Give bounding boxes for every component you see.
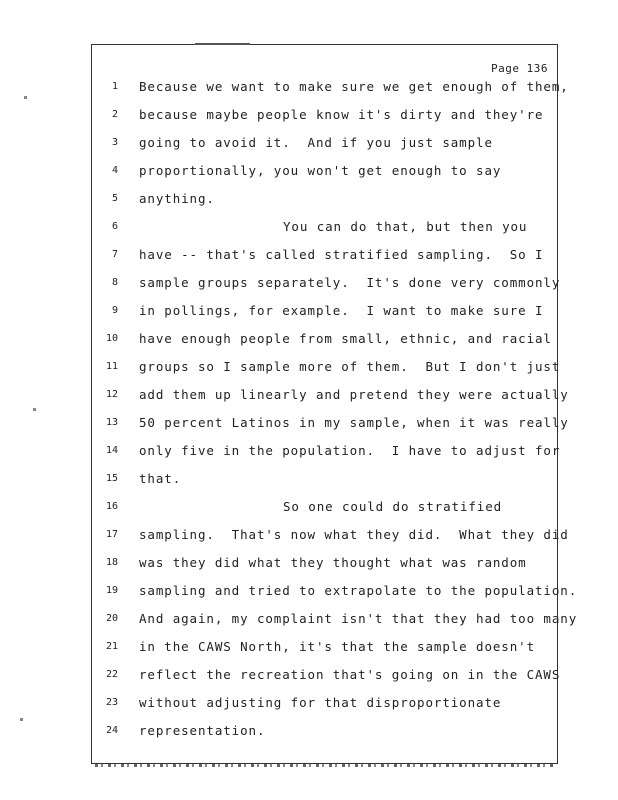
transcript-line <box>0 273 618 293</box>
scan-footer-noise <box>95 764 555 767</box>
line-text: Because we want to make sure we get enough of them, <box>139 79 569 94</box>
transcript-line <box>0 609 618 629</box>
line-text: sample groups separately. It's done very commonly <box>139 275 561 290</box>
transcript-line <box>0 133 618 153</box>
transcript-line <box>0 301 618 321</box>
transcript-line <box>0 385 618 405</box>
transcript-line <box>0 581 618 601</box>
line-text: 50 percent Latinos in my sample, when it was really <box>139 415 569 430</box>
line-text: And again, my complaint isn't that they had too many <box>139 611 578 626</box>
line-number: 10 <box>105 333 118 344</box>
transcript-line <box>0 161 618 181</box>
line-text: add them up linearly and pretend they were actually <box>139 387 569 402</box>
transcript-line <box>0 329 618 349</box>
line-number: 11 <box>105 361 118 372</box>
line-number: 1 <box>111 81 118 92</box>
line-number: 2 <box>111 109 118 120</box>
transcript-line <box>0 721 618 741</box>
line-number: 9 <box>111 305 118 316</box>
line-number: 7 <box>111 249 118 260</box>
transcript-line <box>0 357 618 377</box>
page-number: Page 136 <box>491 62 548 75</box>
transcript-line <box>0 441 618 461</box>
line-text: anything. <box>139 191 215 206</box>
line-number: 19 <box>105 585 118 596</box>
transcript-line <box>0 217 618 237</box>
line-text: have enough people from small, ethnic, and racial <box>139 331 552 346</box>
line-text: only five in the population. I have to adjust for <box>139 443 561 458</box>
transcript-line <box>0 105 618 125</box>
line-text: that. <box>139 471 182 486</box>
transcript-line <box>0 637 618 657</box>
transcript-line <box>0 693 618 713</box>
line-text: proportionally, you won't get enough to say <box>139 163 502 178</box>
transcript-line <box>0 245 618 265</box>
line-number: 5 <box>111 193 118 204</box>
line-text: So one could do stratified <box>283 499 503 514</box>
line-number: 21 <box>105 641 118 652</box>
line-text: reflect the recreation that's going on in the CAWS <box>139 667 561 682</box>
line-text: in pollings, for example. I want to make sure I <box>139 303 544 318</box>
line-number: 20 <box>105 613 118 624</box>
line-text: in the CAWS North, it's that the sample doesn't <box>139 639 536 654</box>
line-text: groups so I sample more of them. But I don't just <box>139 359 561 374</box>
line-number: 14 <box>105 445 118 456</box>
line-text: was they did what they thought what was random <box>139 555 527 570</box>
transcript-line <box>0 497 618 517</box>
transcript-line <box>0 469 618 489</box>
line-number: 6 <box>111 221 118 232</box>
transcript-line <box>0 77 618 97</box>
scan-speck <box>33 408 36 411</box>
line-number: 3 <box>111 137 118 148</box>
line-text: without adjusting for that disproportionate <box>139 695 502 710</box>
line-number: 17 <box>105 529 118 540</box>
transcript-line <box>0 665 618 685</box>
line-number: 16 <box>105 501 118 512</box>
line-text: because maybe people know it's dirty and they're <box>139 107 544 122</box>
scan-smudge <box>195 43 250 45</box>
line-number: 8 <box>111 277 118 288</box>
line-text: have -- that's called stratified sampling. So I <box>139 247 544 262</box>
line-number: 24 <box>105 725 118 736</box>
transcript-line <box>0 525 618 545</box>
line-number: 18 <box>105 557 118 568</box>
line-text: sampling. That's now what they did. What they did <box>139 527 569 542</box>
line-number: 23 <box>105 697 118 708</box>
line-number: 12 <box>105 389 118 400</box>
transcript-line <box>0 189 618 209</box>
line-text: representation. <box>139 723 266 738</box>
line-number: 13 <box>105 417 118 428</box>
transcript-line <box>0 553 618 573</box>
line-number: 4 <box>111 165 118 176</box>
line-text: You can do that, but then you <box>283 219 528 234</box>
transcript-line <box>0 413 618 433</box>
line-text: sampling and tried to extrapolate to the population. <box>139 583 578 598</box>
line-text: going to avoid it. And if you just sample <box>139 135 493 150</box>
line-number: 22 <box>105 669 118 680</box>
line-number: 15 <box>105 473 118 484</box>
